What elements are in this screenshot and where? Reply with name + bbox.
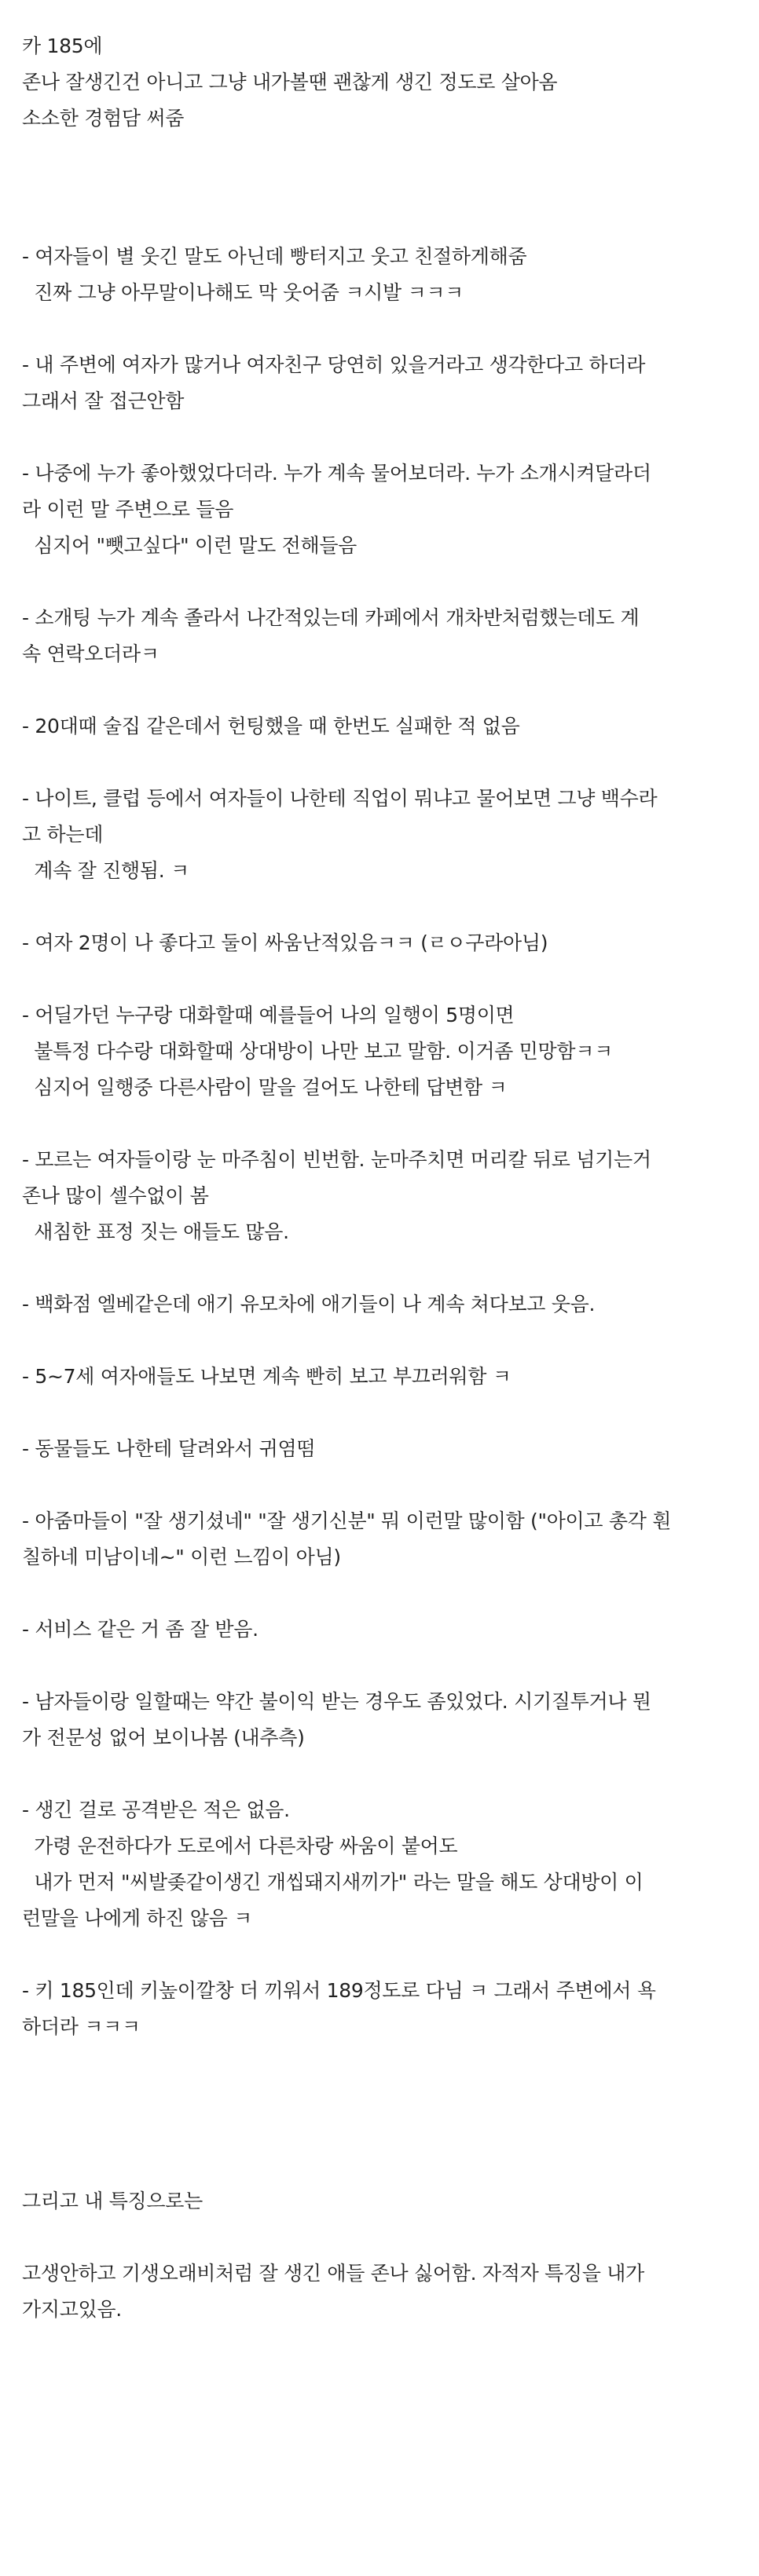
spacer (22, 564, 742, 600)
list-item (22, 1973, 742, 2045)
item-line: 진짜 그냥 아무말이나해도 막 웃어줌 ㅋ시발 ㅋㅋㅋ (22, 281, 464, 304)
item-line: 칠하네 미남이네~" 이런 느낌이 아님) (22, 1546, 341, 1568)
list-item (22, 1359, 742, 1395)
spacer (22, 889, 742, 925)
item-line: - 백화점 엘베같은데 애기 유모차에 애기들이 나 계속 쳐다보고 웃음. (22, 1293, 596, 1315)
spacer (22, 419, 742, 456)
spacer (22, 1467, 742, 1503)
spacer (22, 2219, 742, 2256)
list-item (22, 239, 742, 311)
spacer (22, 2147, 742, 2183)
spacer (22, 1395, 742, 1431)
item-line: 라 이런 말 주변으로 들음 (22, 498, 234, 521)
item-line: 그래서 잘 접근안함 (22, 390, 185, 412)
outro-line: 고생안하고 기생오래비처럼 잘 생긴 애들 존나 싫어함. 자적자 특징을 내가 (22, 2262, 644, 2285)
item-line: - 나이트, 클럽 등에서 여자들이 나한테 직업이 뭐냐고 물어보면 그냥 백수라 (22, 787, 658, 810)
spacer (22, 745, 742, 781)
spacer (22, 1648, 742, 1684)
item-line: 고 하는데 (22, 823, 104, 846)
item-line: 런말을 나에게 하진 않음 ㅋ (22, 1907, 252, 1930)
list-item (22, 456, 742, 564)
spacer (22, 137, 742, 239)
list-item (22, 1612, 742, 1648)
list-item (22, 1684, 742, 1756)
item-line: 불특정 다수랑 대화할때 상대방이 나만 보고 말함. 이거좀 민망함ㅋㅋ (22, 1040, 613, 1063)
spacer (22, 672, 742, 708)
item-line: 내가 먼저 "씨발좆같이생긴 개씹돼지새끼가" 라는 말을 해도 상대방이 이 (22, 1871, 644, 1894)
list-item (22, 1503, 742, 1575)
item-line: - 모르는 여자들이랑 눈 마주침이 빈번함. 눈마주치면 머리칼 뒤로 넘기는거 (22, 1148, 651, 1171)
item-line: - 키 185인데 키높이깔창 더 끼워서 189정도로 다님 ㅋ 그래서 주변에서 욕 (22, 1979, 656, 2002)
intro-line: 존나 잘생긴건 아니고 그냥 내가볼땐 괜찮게 생긴 정도로 살아옴 (22, 71, 558, 93)
spacer (22, 1106, 742, 1142)
item-line: - 여자들이 별 웃긴 말도 아닌데 빵터지고 웃고 친절하게해줌 (22, 245, 527, 268)
spacer (22, 1250, 742, 1286)
item-line: - 어딜가던 누구랑 대화할때 예를들어 나의 일행이 5명이면 (22, 1004, 515, 1026)
spacer (22, 961, 742, 997)
item-line: - 아줌마들이 "잘 생기셨네" "잘 생기신분" 뭐 이런말 많이함 ("아이고 총각 훤 (22, 1509, 672, 1532)
item-line: 계속 잘 진행됨. ㅋ (22, 859, 189, 882)
spacer (22, 311, 742, 347)
list-item (22, 997, 742, 1106)
spacer (22, 1937, 742, 1973)
intro-line: 카 185에 (22, 35, 103, 57)
item-line: - 생긴 걸로 공격받은 적은 없음. (22, 1798, 290, 1821)
list-item (22, 600, 742, 672)
spacer (22, 1575, 742, 1612)
list-item (22, 1286, 742, 1323)
list-item (22, 347, 742, 419)
list-item (22, 925, 742, 961)
item-line: - 서비스 같은 거 좀 잘 받음. (22, 1618, 258, 1641)
post-body (22, 28, 742, 2328)
item-line: 가령 운전하다가 도로에서 다른차랑 싸움이 붙어도 (22, 1835, 458, 1857)
item-line: 속 연락오더라ㅋ (22, 642, 160, 665)
list-item (22, 708, 742, 745)
list-item (22, 781, 742, 889)
spacer (22, 1756, 742, 1792)
item-line: - 여자 2명이 나 좋다고 둘이 싸움난적있음ㅋㅋ (ㄹㅇ구라아님) (22, 931, 548, 954)
intro (22, 28, 742, 137)
item-line: 가 전문성 없어 보이나봄 (내추측) (22, 1726, 305, 1749)
item-line: - 남자들이랑 일할때는 약간 불이익 받는 경우도 좀있었다. 시기질투거나 뭔 (22, 1690, 651, 1713)
item-line: - 내 주변에 여자가 많거나 여자친구 당연히 있을거라고 생각한다고 하더라 (22, 353, 646, 376)
spacer (22, 2045, 742, 2147)
outro-line: 가지고있음. (22, 2298, 122, 2321)
outro-heading: 그리고 내 특징으로는 (22, 2190, 203, 2212)
item-line: 존나 많이 셀수없이 봄 (22, 1184, 209, 1207)
item-line: 하더라 ㅋㅋㅋ (22, 2015, 141, 2038)
outro (22, 2256, 742, 2328)
item-line: - 동물들도 나한테 달려와서 귀염떰 (22, 1437, 316, 1460)
spacer (22, 1323, 742, 1359)
item-line: - 20대때 술집 같은데서 헌팅했을 때 한번도 실패한 적 없음 (22, 715, 520, 737)
item-line: 심지어 "뺏고싶다" 이런 말도 전해들음 (22, 534, 358, 557)
item-line: 심지어 일행중 다른사람이 말을 걸어도 나한테 답변함 ㅋ (22, 1076, 508, 1099)
intro-line: 소소한 경험담 써줌 (22, 107, 185, 130)
list-item (22, 1142, 742, 1250)
item-line: 새침한 표정 짓는 애들도 많음. (22, 1220, 289, 1243)
item-line: - 나중에 누가 좋아했었다더라. 누가 계속 물어보더라. 누가 소개시켜달라더 (22, 462, 651, 485)
list-item (22, 1431, 742, 1467)
list-item (22, 1792, 742, 1937)
item-line: - 소개팅 누가 계속 졸라서 나간적있는데 카페에서 개차반처럼했는데도 계 (22, 606, 640, 629)
item-line: - 5~7세 여자애들도 나보면 계속 빤히 보고 부끄러워함 ㅋ (22, 1365, 512, 1388)
